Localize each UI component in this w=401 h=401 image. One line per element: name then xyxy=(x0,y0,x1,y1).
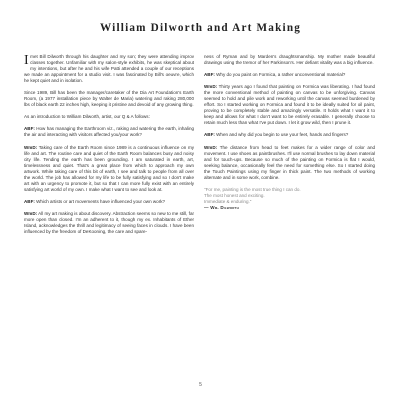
question-text: Which artists or art movements have influenced your own work? xyxy=(36,198,166,204)
drop-cap: I xyxy=(24,52,29,68)
answer-label: WmD: xyxy=(204,144,218,150)
qa-intro-paragraph: As an introduction to William Dilworth, artist, our Q & A follows: xyxy=(24,114,150,120)
quote-author xyxy=(204,205,375,211)
question-label: ABF: xyxy=(24,198,35,204)
quote-line: Immediate & enduring." xyxy=(204,199,252,205)
question-1 xyxy=(24,126,194,138)
question-2 xyxy=(24,199,194,205)
right-column xyxy=(204,54,375,212)
intro-paragraph xyxy=(24,54,194,84)
answer-text: Thirty years ago I found that painting on Formica was liberating. I had found the more conventional method of painting on canvas to be unforgiving. Canvas seemed to hold and pile work and reworking until the canvas seemed burdened by effort. So I started working on Formica and found it to be ideally suited for oil paint, proving to be completely stable and amazingly versatile. It holds what I want it to keep and allows for what I don't want to be entirely erasable. I generally choose to retain much less than what I've put down. I let it grow wild, then I prune it. xyxy=(204,84,376,126)
page-number: 5 xyxy=(199,382,202,388)
answer-4 xyxy=(204,145,375,181)
question-3 xyxy=(204,72,375,78)
question-label: ABF: xyxy=(24,126,35,132)
quote-line: The most honest and exciting. xyxy=(204,193,265,198)
answer-2 xyxy=(24,211,194,235)
answer-label: WmD: xyxy=(24,144,38,150)
answer-label: WmD: xyxy=(204,84,218,90)
answer-text: Taking care of the Earth Room since 1989 is a continuous influence on my life and art. The routine care and quiet of the Earth Room balances busy and noisy city life. Tending the earth has been grounding. I am saturated in earth, art, timelessness and quiet. That's a great place from which to approach my own artwork. While taking care of this bit of earth, I see and talk to people from all over the world. The job has allowed for my life to be fully satisfying and so I don't make art with an urgency to promote it, but so that I can more fully exist with an entirely satisfying art world of my own. I make what I want to see and look at. xyxy=(24,144,195,192)
question-4 xyxy=(204,132,375,138)
question-text: Why do you paint on Formica, a rather unconventional material? xyxy=(216,72,346,78)
intro-text: met Bill Dilworth through his daughter and my son; they were attending improv classes together. Unfamiliar with my salon-style exhibits, he was skeptical about my intentions, but after he and his wife Patti attended a couple of our receptions we made an appointment for a studio visit. I was fascinated by Bill's oeuvre, which he kept quiet and in isolation. xyxy=(24,54,194,84)
answer-label: WmD: xyxy=(24,210,38,216)
answer-text: All my art making is about discovery. Abstraction seems so new to me still, far more open than closed. I'm an adherent to it, though my ex. Inhabitants of Ether Island, acknowledges the thrill and legitimacy of seeing faces in clouds. I have been influenced by the freedom of DeKooning, the care and spare- xyxy=(24,210,194,235)
answer-1 xyxy=(24,145,194,193)
answer-text: The distance from head to feet makes for a wider range of color and movement. I use shoes as paintbrushes. I'll use normal brushes to lay down material and for touch-ups. Because so much of the painting on Formica is flat I would, seeking balance, occasionally feel the need for something else. So I started doing the Touch Paintings using my finger in thick paint. The two methods of working alternate and in some work, combine. xyxy=(204,144,375,180)
answer-2-continued: ness of Ryman and by Marden's draughtsmanship. My mother made beautiful drawings using the tremor of her Parkinson's. Her defiant vitality was a big influence. xyxy=(204,54,375,66)
earth-room-paragraph: Since 1989, Bill has been the manager/caretaker of the Dia Art Foundation's Earth Room, (a 1977 installation piece by Walter de Maria) watering and raking 280,000 lbs of black earth 22 inches high, keeping it pristine and devoid of any growing thing. xyxy=(24,90,194,108)
answer-3 xyxy=(204,84,375,126)
left-column xyxy=(24,54,194,241)
question-label: ABF: xyxy=(204,72,215,78)
pull-quote xyxy=(204,187,375,206)
quote-line: "For me, painting is the most true thing I can do. xyxy=(204,186,301,192)
question-label: ABF: xyxy=(204,132,215,138)
quote-author-text: — Wm. Dilworth xyxy=(204,205,240,211)
page-title: William Dilworth and Art Making xyxy=(99,22,302,34)
question-text: When and why did you begin to use your feet, hands and fingers? xyxy=(216,132,349,138)
question-text: How has managing the Earthroom viz., raking and watering the earth, inhaling the air and interacting with visitors affected you/your work? xyxy=(24,126,194,138)
